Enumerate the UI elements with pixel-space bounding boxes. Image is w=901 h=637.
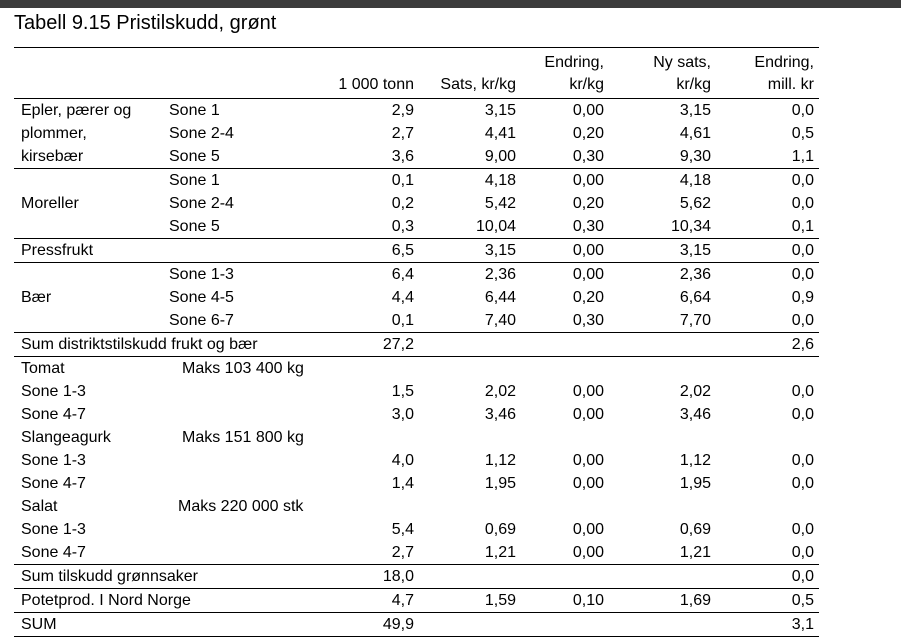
endring-kr-cell: 0,00 [572,383,604,400]
endring-kr-cell: 0,00 [572,172,604,189]
sats-cell: 3,15 [484,102,516,119]
endring-mill-cell: 0,5 [791,592,814,609]
endring-kr-cell: 0,30 [572,148,604,165]
ny-sats-cell: 0,69 [679,521,711,538]
row-sublabel: Maks 151 800 kg [182,429,304,446]
ny-sats-cell: 1,95 [679,475,711,492]
sats-cell: 5,42 [484,195,516,212]
sats-cell: 3,15 [484,242,516,259]
endring-kr-cell: 0,00 [572,406,604,423]
price-subsidy-table [14,47,819,637]
endring-kr-cell: 0,10 [572,592,604,609]
endring-kr-cell: 0,00 [572,452,604,469]
row-label: Sone 1-3 [21,452,86,469]
ny-sats-cell: 4,61 [679,125,711,142]
ny-sats-cell: 1,12 [679,452,711,469]
ny-sats-cell: 9,30 [679,148,711,165]
tonn-cell: 49,9 [382,616,414,633]
row-label: Salat [21,498,58,515]
sats-cell: 4,18 [484,172,516,189]
ny-sats-cell: 6,64 [679,289,711,306]
tonn-cell: 0,3 [391,218,414,235]
top-bar [0,0,901,8]
row-sublabel: Sone 2-4 [169,195,234,212]
endring-kr-cell: 0,20 [572,289,604,306]
table-row [14,380,819,403]
table-row [14,613,819,637]
ny-sats-cell: 1,69 [679,592,711,609]
endring-mill-cell: 2,6 [791,336,814,353]
ny-sats-cell: 5,62 [679,195,711,212]
table-row [14,286,819,309]
table-row [14,518,819,541]
tonn-cell: 2,9 [391,102,414,119]
tonn-cell: 0,2 [391,195,414,212]
row-label: Epler, pærer og [21,102,132,119]
header-ny-sats-line2: kr/kg [676,76,711,93]
tonn-cell: 1,4 [391,475,414,492]
table-row [14,263,819,286]
row-sublabel: Sone 5 [169,218,220,235]
table-body [14,99,819,637]
sats-cell: 1,21 [484,544,516,561]
tonn-cell: 27,2 [382,336,414,353]
table-row [14,565,819,589]
endring-mill-cell: 0,0 [791,383,814,400]
row-label: Sone 4-7 [21,475,86,492]
endring-mill-cell: 0,0 [791,544,814,561]
endring-mill-cell: 0,5 [791,125,814,142]
tonn-cell: 2,7 [391,544,414,561]
row-label: Potetprod. I Nord Norge [21,592,191,609]
table-row [14,449,819,472]
endring-kr-cell: 0,20 [572,195,604,212]
tonn-cell: 6,4 [391,266,414,283]
endring-mill-cell: 0,0 [791,568,814,585]
table-row [14,169,819,192]
endring-mill-cell: 0,0 [791,406,814,423]
sats-cell: 3,46 [484,406,516,423]
ny-sats-cell: 2,36 [679,266,711,283]
row-sublabel: Sone 6-7 [169,312,234,329]
header-tonn: 1 000 tonn [338,76,414,93]
tonn-cell: 6,5 [391,242,414,259]
row-sublabel: Sone 1 [169,172,220,189]
row-label: kirsebær [21,148,84,165]
sats-cell: 6,44 [484,289,516,306]
endring-kr-cell: 0,00 [572,266,604,283]
endring-mill-cell: 0,9 [791,289,814,306]
header-endring-kr-line2: kr/kg [569,76,604,93]
tonn-cell: 2,7 [391,125,414,142]
row-label: Sone 1-3 [21,383,86,400]
table-row [14,309,819,333]
row-sublabel: Maks 103 400 kg [182,360,304,377]
ny-sats-cell: 3,15 [679,102,711,119]
row-label: plommer, [21,125,87,142]
table-row [14,403,819,426]
row-sublabel: Sone 1-3 [169,266,234,283]
header-endring-mill-line1: Endring, [754,54,814,71]
endring-kr-cell: 0,00 [572,475,604,492]
tonn-cell: 18,0 [382,568,414,585]
sats-cell: 9,00 [484,148,516,165]
row-sublabel: Sone 5 [169,148,220,165]
row-label: Pressfrukt [21,242,94,259]
sats-cell: 1,12 [484,452,516,469]
endring-kr-cell: 0,00 [572,521,604,538]
endring-kr-cell: 0,20 [572,125,604,142]
table-row [14,426,819,449]
header-endring-mill-line2: mill. kr [767,76,814,93]
endring-mill-cell: 0,0 [791,102,814,119]
tonn-cell: 0,1 [391,312,414,329]
row-label: Sum tilskudd grønnsaker [21,568,198,585]
table-row [14,192,819,215]
ny-sats-cell: 7,70 [679,312,711,329]
table-row [14,99,819,122]
row-label: Sone 4-7 [21,544,86,561]
row-label: Bær [21,289,52,306]
table-title: Tabell 9.15 Pristilskudd, grønt [14,12,277,34]
ny-sats-cell: 10,34 [670,218,711,235]
endring-mill-cell: 0,0 [791,452,814,469]
endring-mill-cell: 0,0 [791,266,814,283]
tonn-cell: 5,4 [391,521,414,538]
endring-mill-cell: 3,1 [791,616,814,633]
tonn-cell: 3,0 [391,406,414,423]
endring-mill-cell: 0,1 [791,218,814,235]
sats-cell: 10,04 [475,218,516,235]
endring-mill-cell: 0,0 [791,242,814,259]
tonn-cell: 4,4 [391,289,414,306]
tonn-cell: 4,7 [391,592,414,609]
endring-kr-cell: 0,30 [572,218,604,235]
sats-cell: 2,02 [484,383,516,400]
table-row [14,122,819,145]
row-sublabel: Sone 4-5 [169,289,234,306]
table-row [14,239,819,263]
tonn-cell: 1,5 [391,383,414,400]
sats-cell: 1,59 [484,592,516,609]
ny-sats-cell: 3,15 [679,242,711,259]
table-header [14,47,819,99]
sats-cell: 2,36 [484,266,516,283]
header-sats: Sats, kr/kg [440,76,516,93]
tonn-cell: 4,0 [391,452,414,469]
sats-cell: 7,40 [484,312,516,329]
header-ny-sats-line1: Ny sats, [653,54,711,71]
row-label: Sum distriktstilskudd frukt og bær [21,336,258,353]
endring-kr-cell: 0,00 [572,544,604,561]
endring-kr-cell: 0,30 [572,312,604,329]
endring-mill-cell: 0,0 [791,172,814,189]
endring-kr-cell: 0,00 [572,242,604,259]
tonn-cell: 3,6 [391,148,414,165]
row-label: Tomat [21,360,65,377]
tonn-cell: 0,1 [391,172,414,189]
endring-mill-cell: 0,0 [791,475,814,492]
row-label: Moreller [21,195,79,212]
table-row [14,333,819,357]
header-endring-kr-line1: Endring, [544,54,604,71]
ny-sats-cell: 1,21 [679,544,711,561]
sats-cell: 4,41 [484,125,516,142]
row-sublabel: Maks 220 000 stk [178,498,304,515]
row-label: Sone 4-7 [21,406,86,423]
sats-cell: 1,95 [484,475,516,492]
endring-mill-cell: 0,0 [791,195,814,212]
table-row [14,495,819,518]
table-row [14,357,819,380]
row-label: Slangeagurk [21,429,111,446]
ny-sats-cell: 4,18 [679,172,711,189]
endring-kr-cell: 0,00 [572,102,604,119]
row-label: Sone 1-3 [21,521,86,538]
endring-mill-cell: 0,0 [791,521,814,538]
endring-mill-cell: 1,1 [791,148,814,165]
ny-sats-cell: 3,46 [679,406,711,423]
table-row [14,215,819,239]
sats-cell: 0,69 [484,521,516,538]
ny-sats-cell: 2,02 [679,383,711,400]
row-sublabel: Sone 2-4 [169,125,234,142]
row-label: SUM [21,616,57,633]
table-row [14,145,819,169]
table-row [14,472,819,495]
table-row [14,541,819,565]
row-sublabel: Sone 1 [169,102,220,119]
table-row [14,589,819,613]
endring-mill-cell: 0,0 [791,312,814,329]
